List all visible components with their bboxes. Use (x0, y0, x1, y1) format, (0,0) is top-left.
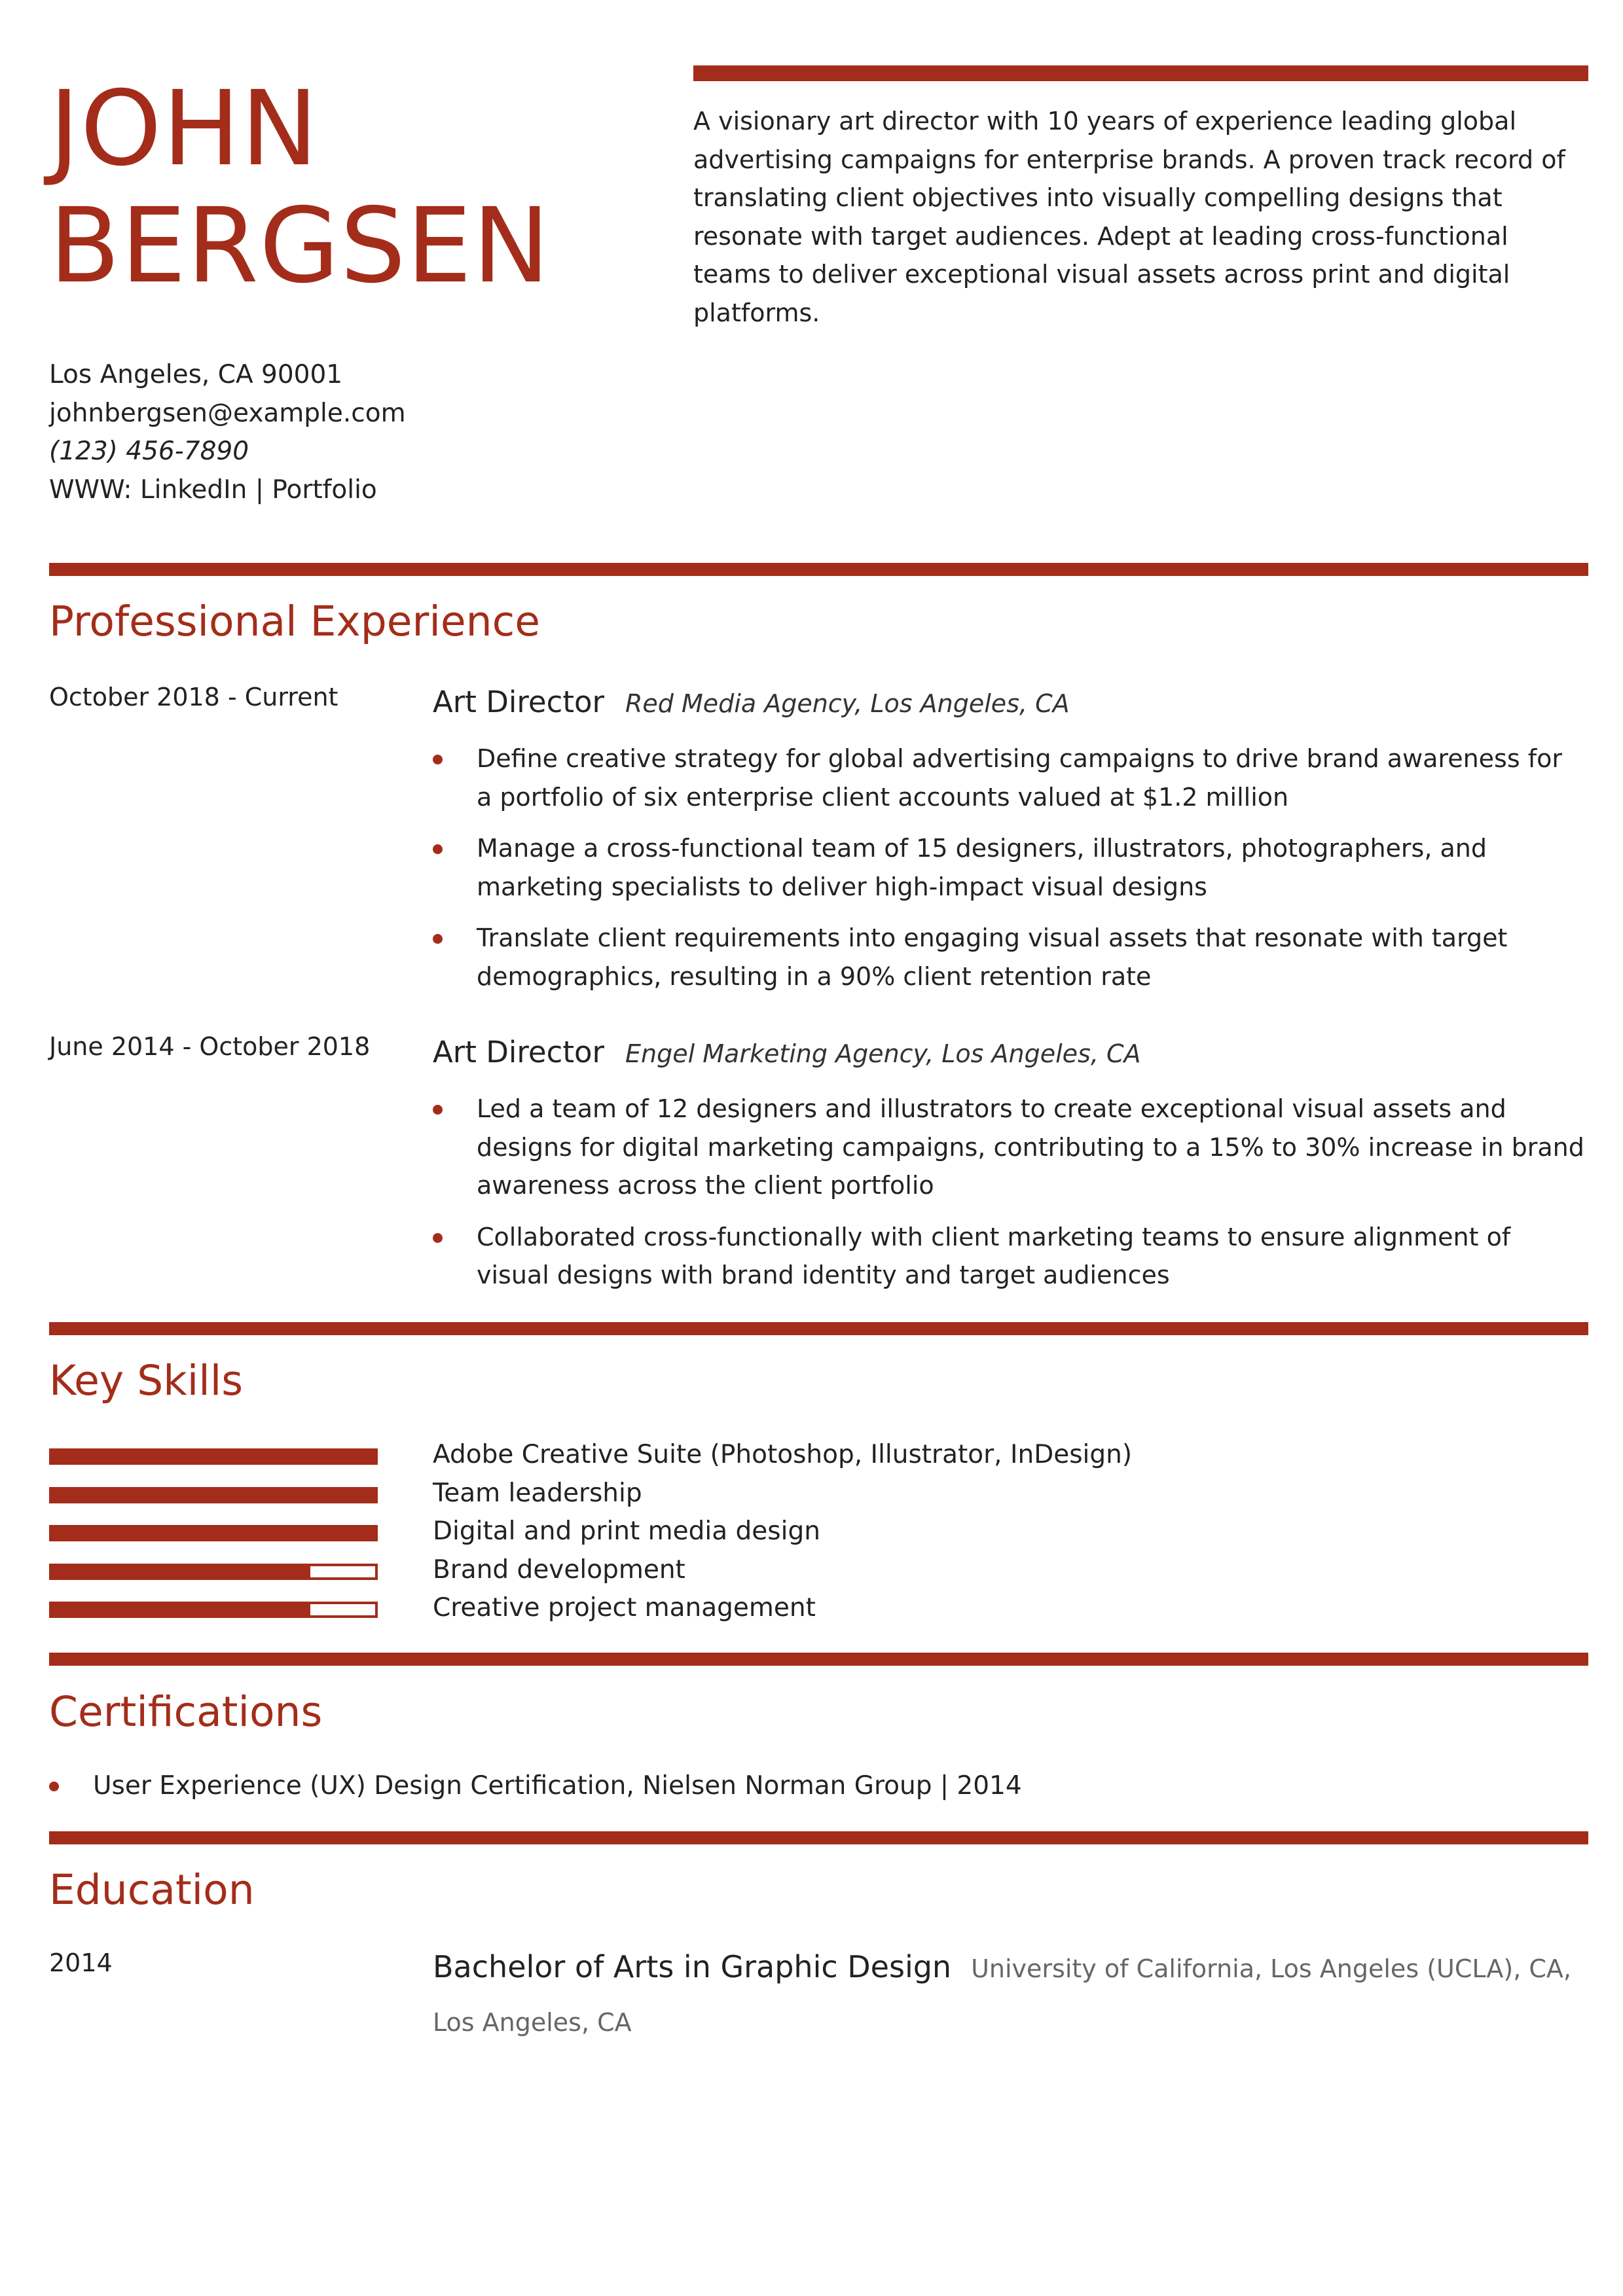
skill-level-bar (49, 1525, 378, 1541)
job-2-org: Engel Marketing Agency, Los Angeles, CA (625, 1039, 1141, 1068)
skill-level-bar (49, 1448, 378, 1465)
first-name: JOHN (49, 69, 319, 189)
experience-divider (49, 563, 1588, 576)
education-entry (433, 1943, 1585, 2052)
list-item (433, 829, 1585, 906)
education-degree: Bachelor of Arts in Graphic Design (433, 1949, 952, 1984)
skill-level-fill (52, 1566, 310, 1577)
portfolio-link[interactable]: Portfolio (272, 475, 377, 505)
last-name: BERGSEN (49, 186, 551, 306)
education-school: University of California, Los Angeles (UCLA), CA, Los Angeles, CA (433, 1954, 1571, 2037)
summary-divider (693, 65, 1588, 81)
skill-level-fill (52, 1451, 375, 1462)
skill-row (49, 1589, 1162, 1628)
education-section-title: Education (49, 1866, 255, 1914)
certifications-section-title: Certifications (49, 1688, 323, 1736)
bullet-dot-icon (49, 1782, 59, 1791)
skill-row (49, 1513, 1162, 1551)
bullet-text: Led a team of 12 designers and illustrators to create exceptional visual assets and designs for digital marketing campaigns, contributing to a 15% to 30% increase in brand awareness across the client portfolio (477, 1094, 1584, 1200)
job-2-title: Art Director (433, 1035, 605, 1069)
skill-level-fill (52, 1490, 375, 1501)
bullet-text: Define creative strategy for global advertising campaigns to drive brand awareness for a portfolio of six enterprise client accounts valued at $1.2 million (477, 744, 1562, 812)
bullet-text: Collaborated cross-functionally with client marketing teams to ensure alignment of visual designs with brand identity and target audiences (477, 1222, 1511, 1289)
bullet-dot-icon (433, 1233, 443, 1243)
list-item (433, 740, 1585, 816)
skill-level-fill (52, 1604, 310, 1615)
job-1-org: Red Media Agency, Los Angeles, CA (625, 689, 1070, 718)
skill-row (49, 1475, 1162, 1513)
bullet-text: Manage a cross-functional team of 15 designers, illustrators, photographers, and marketing specialists to deliver high-impact visual designs (477, 834, 1487, 901)
list-item (433, 1090, 1585, 1205)
skill-level-fill (52, 1528, 375, 1539)
job-2-header (433, 1033, 1141, 1078)
skill-name: Team leadership (433, 1479, 642, 1508)
skill-level-bar (49, 1602, 378, 1618)
profile-summary: A visionary art director with 10 years of experience leading global advertising campaigns for enterprise brands. A proven track record of translating client objectives into visually compelling designs that resonate with target audiences. Adept at leading cross-functional teams to deliver exceptional visual assets across print and digital platforms. (693, 107, 1565, 327)
job-1-dates: October 2018 - Current (49, 683, 338, 711)
skill-level-bar (49, 1487, 378, 1503)
skills-divider (49, 1322, 1588, 1335)
list-item (433, 919, 1585, 996)
contact-address: Los Angeles, CA 90001 (49, 360, 343, 389)
education-divider (49, 1831, 1588, 1844)
bullet-dot-icon (433, 1105, 443, 1115)
list-item (433, 1218, 1585, 1295)
skill-name: Digital and print media design (433, 1516, 820, 1546)
certification-text: User Experience (UX) Design Certification, Nielsen Norman Group | 2014 (93, 1771, 1022, 1801)
job-2-dates: June 2014 - October 2018 (49, 1032, 371, 1061)
job-1-bullets (433, 740, 1585, 1009)
skill-name: Creative project management (433, 1593, 816, 1623)
linkedin-link[interactable]: LinkedIn (139, 475, 247, 505)
contact-web-links (49, 471, 406, 510)
bullet-text: Translate client requirements into engaging visual assets that resonate with target demographics, resulting in a 90% client retention rate (477, 924, 1508, 991)
bullet-dot-icon (433, 844, 443, 854)
certifications-divider (49, 1653, 1588, 1666)
job-2-bullets (433, 1090, 1585, 1308)
skill-name: Adobe Creative Suite (Photoshop, Illustrator, InDesign) (433, 1440, 1133, 1469)
skill-level-bar (49, 1564, 378, 1580)
job-1-title: Art Director (433, 685, 605, 719)
contact-phone[interactable]: (123) 456-7890 (49, 437, 249, 466)
education-year: 2014 (49, 1948, 113, 1977)
experience-section-title: Professional Experience (49, 598, 540, 645)
skill-row (49, 1436, 1162, 1475)
contact-email[interactable]: johnbergsen@example.com (49, 398, 406, 428)
www-label: WWW: (49, 475, 132, 505)
skills-section-title: Key Skills (49, 1357, 244, 1405)
contact-block (49, 356, 406, 509)
job-1-header (433, 683, 1070, 728)
bullet-dot-icon (433, 934, 443, 944)
list-item (49, 1767, 1022, 1806)
link-separator: | (255, 475, 264, 505)
skill-row (49, 1551, 1162, 1590)
bullet-dot-icon (433, 755, 443, 764)
skill-name: Brand development (433, 1555, 685, 1585)
